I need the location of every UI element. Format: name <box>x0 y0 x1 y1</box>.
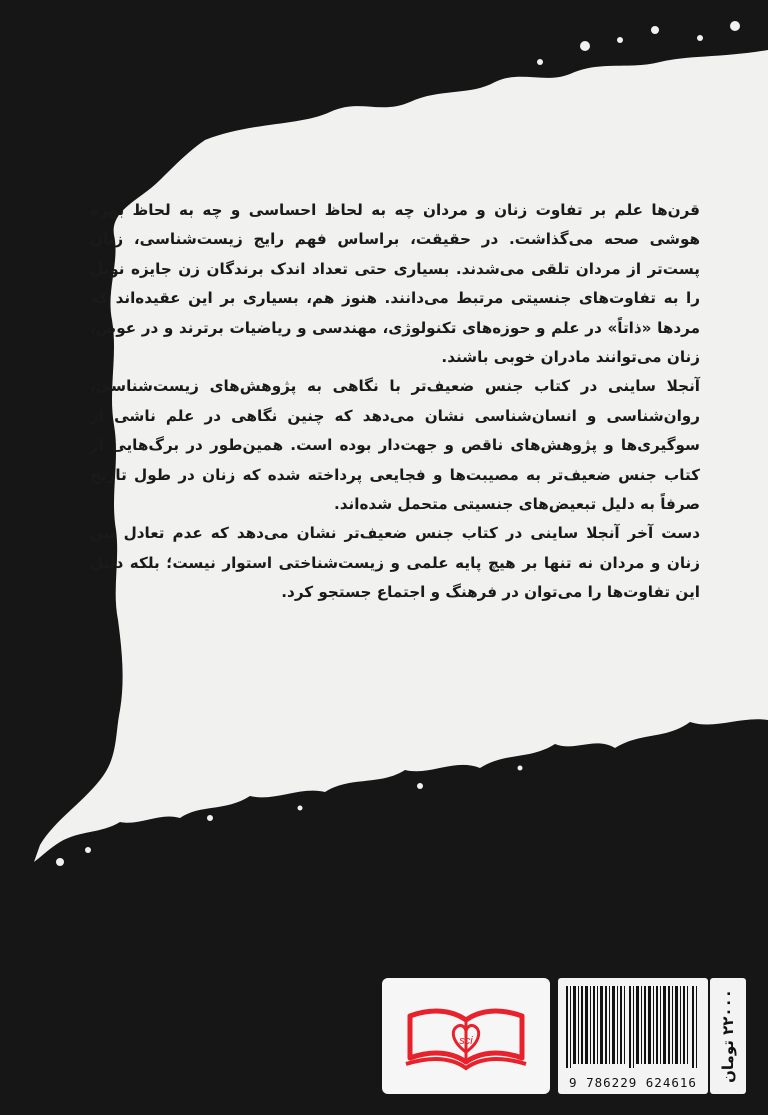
publisher-logo <box>382 978 550 1094</box>
price-label <box>710 978 746 1094</box>
publisher-logo-text: sci <box>459 1035 473 1047</box>
isbn-barcode <box>558 978 708 1094</box>
open-book-heart-icon <box>382 978 550 1094</box>
description-paragraph-3: دست آخر آنجلا ساینی در کتاب جنس ضعیف‌تر نشان می‌دهد که عدم تعادل بین زنان و مردان نه تنها بر هیچ پایه علمی و زیست‌شناختی استوار نیست؛ بلکه دلیل این تفاوت‌ها را می‌توان در فرهنگ و اجتماع جستجو کرد. <box>90 524 700 602</box>
barcode-bars <box>558 978 708 1070</box>
book-description <box>90 196 700 608</box>
price-text: ۲۲۰۰۰ تومان <box>719 989 737 1083</box>
isbn-number: 9 786229 624616 <box>569 1075 697 1090</box>
description-paragraph-2: آنجلا ساینی در کتاب جنس ضعیف‌تر با نگاهی به پژوهش‌های زیست‌شناسی، روان‌شناسی و انسان‌شناسی نشان می‌دهد که چنین نگاهی در علم ناشی از سوگیری‌ها و پژوهش‌های ناقص و جهت‌دار بوده است. همین‌طور در برگ‌هایی از کتاب جنس ضعیف‌تر به مصیبت‌ها و فجایعی پرداخته شده که زنان در طول تاریخ صرفاً به دلیل تبعیض‌های جنسیتی متحمل شده‌اند. <box>90 377 700 514</box>
description-paragraph-1: قرن‌ها علم بر تفاوت زنان و مردان چه به لحاظ احساسی و چه به لحاظ بهره هوشی صحه می‌گذاشت. در حقیقت، براساس فهم رایج زیست‌شناسی، زنان پست‌تر از مردان تلقی می‌شدند. بسیاری حتی تعداد اندک برندگان زن جایزه نوبل را به تفاوت‌های جنسیتی مرتبط می‌دانند. هنوز هم، بسیاری بر این عقیده‌اند که مردها «ذاتاً» در علم و حوزه‌های تکنولوژی، مهندسی و ریاضیات برترند و در عوض، زنان می‌توانند مادران خوبی باشند. <box>90 201 700 367</box>
